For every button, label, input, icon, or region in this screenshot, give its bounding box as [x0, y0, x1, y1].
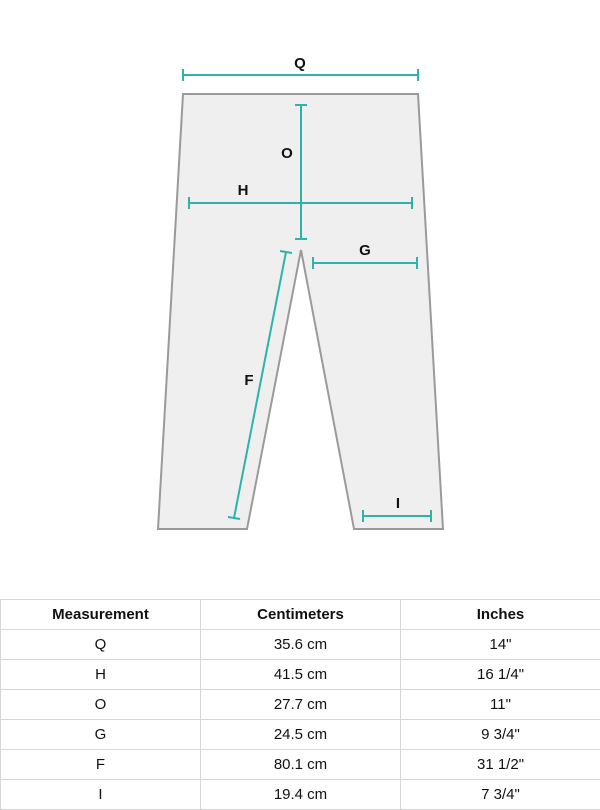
table-row — [1, 780, 600, 810]
header-centimeters: Centimeters — [201, 600, 401, 630]
table-header-row — [1, 600, 600, 630]
cell-centimeters: 35.6 cm — [201, 630, 401, 660]
cell-measurement: F — [1, 750, 201, 780]
cell-measurement: G — [1, 720, 201, 750]
cell-inches: 31 1/2" — [401, 750, 600, 780]
cell-centimeters: 27.7 cm — [201, 690, 401, 720]
header-measurement: Measurement — [1, 600, 201, 630]
label-o: O — [281, 145, 293, 162]
cell-centimeters: 19.4 cm — [201, 780, 401, 810]
cell-centimeters: 80.1 cm — [201, 750, 401, 780]
label-g: G — [359, 242, 371, 259]
label-q: Q — [294, 55, 306, 72]
cell-centimeters: 24.5 cm — [201, 720, 401, 750]
label-f: F — [244, 372, 254, 389]
label-i: I — [395, 495, 401, 512]
cell-centimeters: 41.5 cm — [201, 660, 401, 690]
size-table — [0, 599, 600, 810]
cell-measurement: H — [1, 660, 201, 690]
cell-inches: 11" — [401, 690, 600, 720]
cell-inches: 9 3/4" — [401, 720, 600, 750]
label-h: H — [237, 182, 249, 199]
table-row — [1, 660, 600, 690]
table-row — [1, 630, 600, 660]
cell-inches: 14" — [401, 630, 600, 660]
table-row — [1, 690, 600, 720]
cell-inches: 7 3/4" — [401, 780, 600, 810]
cell-measurement: O — [1, 690, 201, 720]
cell-measurement: Q — [1, 630, 201, 660]
table-row — [1, 720, 600, 750]
table-row — [1, 750, 600, 780]
header-inches: Inches — [401, 600, 600, 630]
cell-inches: 16 1/4" — [401, 660, 600, 690]
cell-measurement: I — [1, 780, 201, 810]
